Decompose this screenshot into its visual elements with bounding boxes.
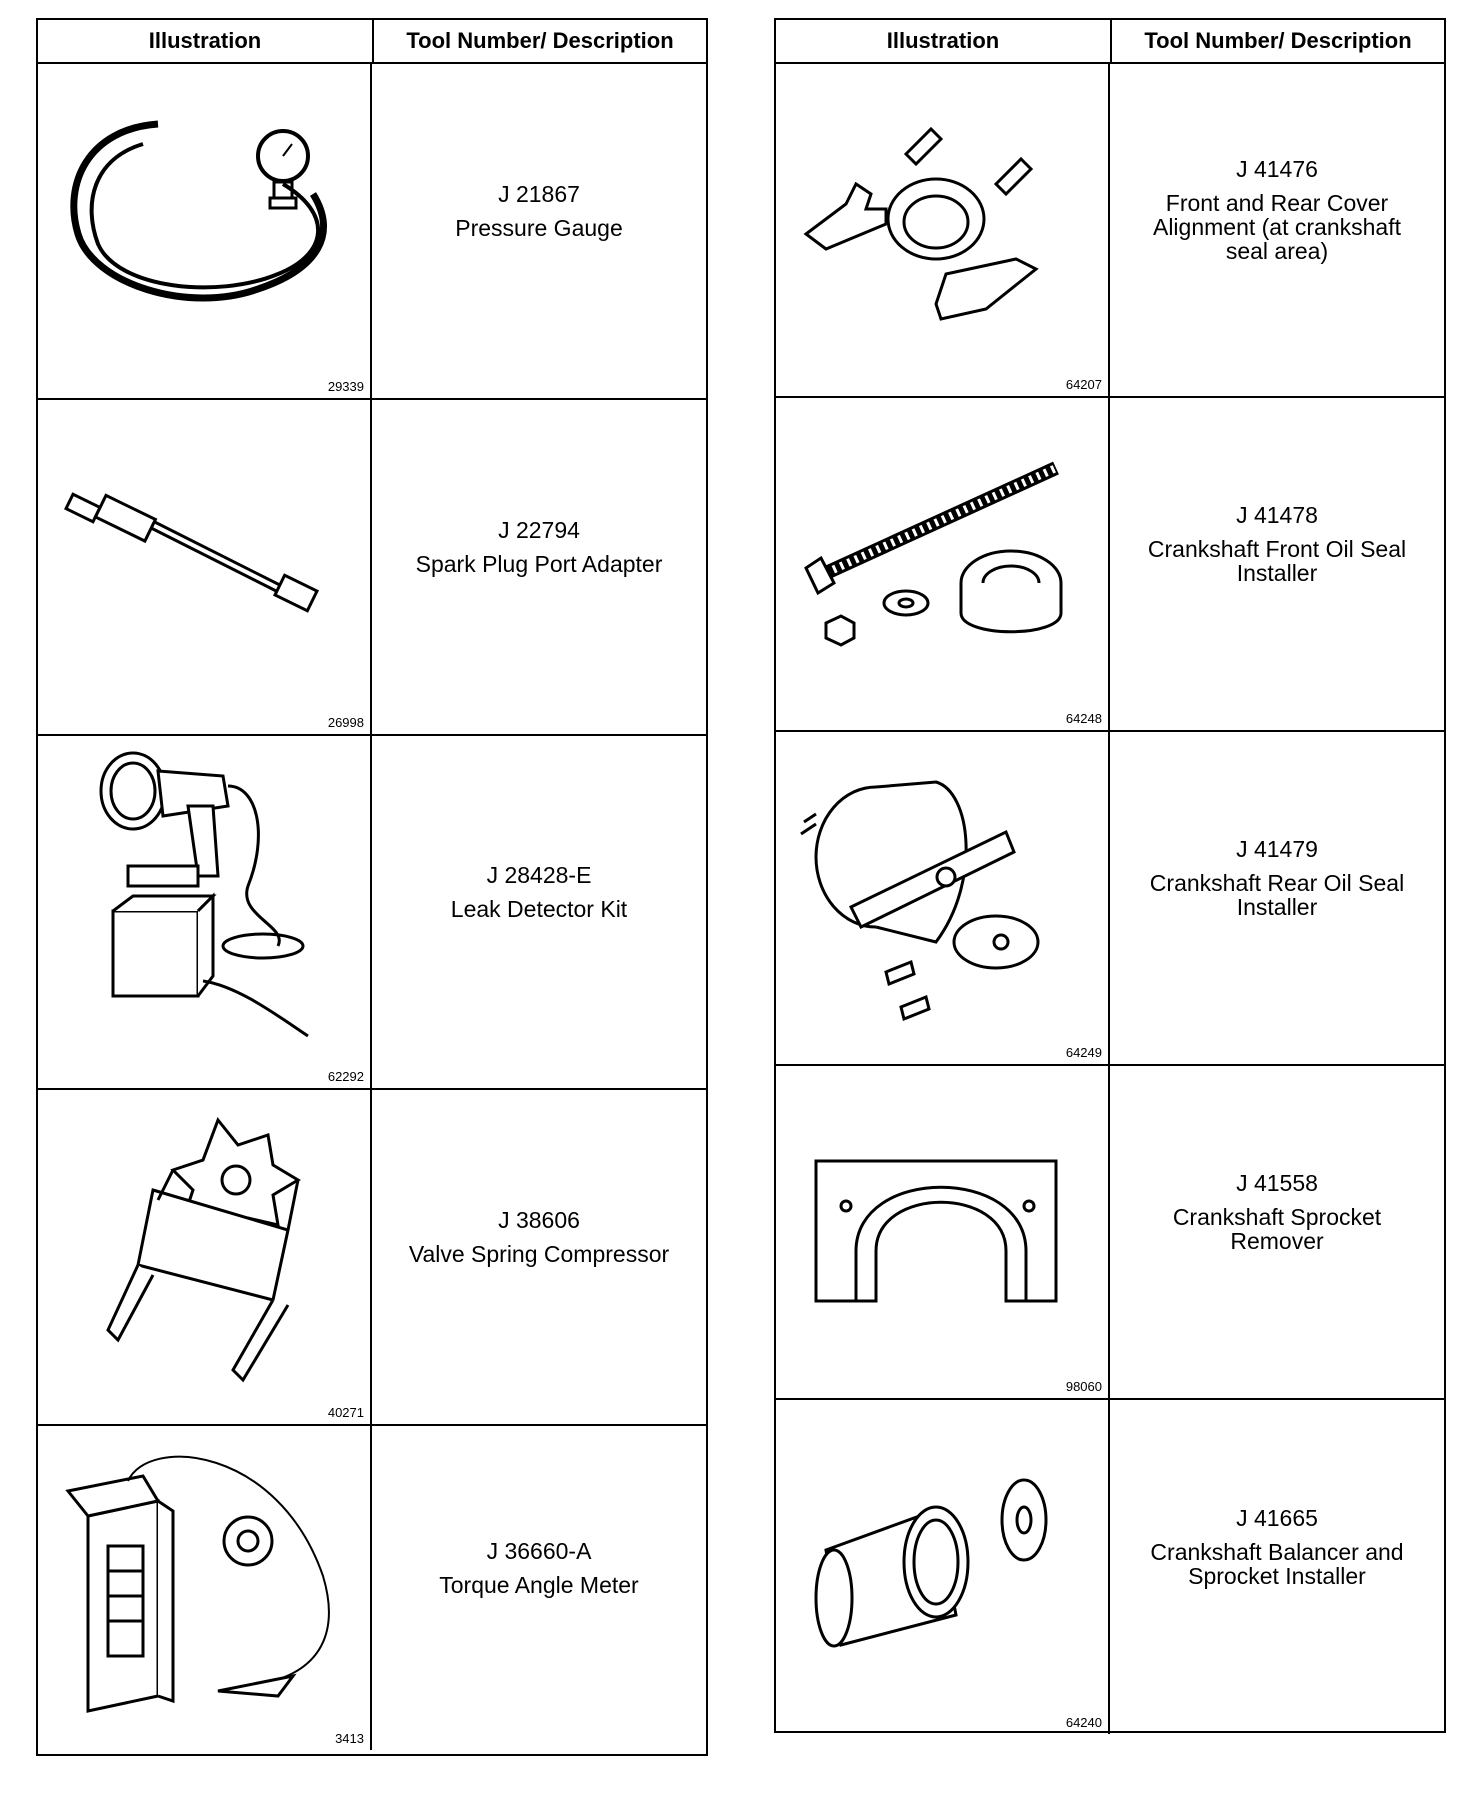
tool-description-cell <box>1110 732 1444 1064</box>
figure-number: 98060 <box>1065 1379 1102 1394</box>
tool-description-cell <box>1110 64 1444 396</box>
tool-description: Crankshaft Sprocket Remover <box>1172 1204 1382 1254</box>
figure-number: 64240 <box>1065 1715 1102 1730</box>
balancer-installer-icon <box>786 1410 1098 1710</box>
table-header <box>38 20 706 64</box>
illustration-cell <box>776 732 1110 1064</box>
header-illustration: Illustration <box>38 20 374 62</box>
illustration-cell <box>38 400 372 734</box>
table-row <box>38 736 706 1090</box>
tool-description: Crankshaft Front Oil Seal Installer <box>1147 536 1407 586</box>
illustration-cell <box>38 64 372 398</box>
table-row <box>38 1426 706 1750</box>
tool-description: Pressure Gauge <box>455 215 623 241</box>
tool-description: Front and Rear Cover Alignment (at crankshaft seal area) <box>1152 190 1401 264</box>
illustration-cell <box>38 1090 372 1424</box>
table-row <box>776 1400 1444 1734</box>
tool-description-cell <box>372 1426 706 1750</box>
table-row <box>776 398 1444 732</box>
illustration-cell <box>776 1400 1110 1734</box>
tool-number: J 36660-A <box>486 1538 592 1564</box>
figure-number: 3413 <box>335 1731 364 1746</box>
header-description: Tool Number/ Description <box>406 28 674 53</box>
front-seal-installer-icon <box>786 408 1098 708</box>
tool-description-cell <box>372 736 706 1088</box>
cover-alignment-icon <box>786 74 1098 374</box>
tool-number: J 22794 <box>498 517 580 543</box>
table-row <box>776 732 1444 1066</box>
tool-description-cell <box>1110 1400 1444 1734</box>
tool-description-cell <box>1110 1066 1444 1398</box>
tool-description: Leak Detector Kit <box>450 896 628 922</box>
tool-number: J 28428-E <box>486 862 592 888</box>
figure-number: 64249 <box>1065 1045 1102 1060</box>
table-row <box>776 1066 1444 1400</box>
pressure-gauge-icon <box>48 74 360 374</box>
table-row <box>38 1090 706 1426</box>
tool-description: Valve Spring Compressor <box>408 1241 670 1267</box>
figure-number: 26998 <box>327 715 364 730</box>
illustration-cell <box>38 1426 372 1750</box>
tool-description: Spark Plug Port Adapter <box>415 551 663 577</box>
illustration-cell <box>776 1066 1110 1398</box>
illustration-cell <box>776 398 1110 730</box>
tool-description: Torque Angle Meter <box>439 1572 639 1598</box>
tool-number: J 41558 <box>1236 1170 1318 1196</box>
torque-angle-meter-icon <box>48 1436 360 1736</box>
tool-description-cell <box>372 400 706 734</box>
tool-number: J 38606 <box>498 1207 580 1233</box>
header-illustration: Illustration <box>776 20 1112 62</box>
figure-number: 64248 <box>1065 711 1102 726</box>
sprocket-remover-icon <box>786 1076 1098 1376</box>
table-row <box>38 400 706 736</box>
tool-description-cell <box>372 64 706 398</box>
table-row <box>38 64 706 400</box>
tool-table-left <box>36 18 708 1756</box>
spark-plug-adapter-icon <box>48 410 360 710</box>
tool-description: Crankshaft Rear Oil Seal Installer <box>1149 870 1405 920</box>
tool-number: J 41478 <box>1236 502 1318 528</box>
tool-number: J 41476 <box>1236 156 1318 182</box>
tool-description-cell <box>1110 398 1444 730</box>
figure-number: 29339 <box>327 379 364 394</box>
valve-spring-compressor-icon <box>48 1100 360 1400</box>
rear-seal-installer-icon <box>786 742 1098 1042</box>
tool-number: J 41665 <box>1236 1505 1318 1531</box>
illustration-cell <box>38 736 372 1088</box>
tool-table-right <box>774 18 1446 1733</box>
tool-description: Crankshaft Balancer and Sprocket Installer <box>1150 1539 1404 1589</box>
table-header <box>776 20 1444 64</box>
figure-number: 64207 <box>1065 377 1102 392</box>
tool-number: J 41479 <box>1236 836 1318 862</box>
tool-number: J 21867 <box>498 181 580 207</box>
figure-number: 62292 <box>327 1069 364 1084</box>
header-description: Tool Number/ Description <box>1144 28 1412 53</box>
figure-number: 40271 <box>327 1405 364 1420</box>
table-row <box>776 64 1444 398</box>
illustration-cell <box>776 64 1110 396</box>
leak-detector-icon <box>48 746 360 1046</box>
tool-description-cell <box>372 1090 706 1424</box>
